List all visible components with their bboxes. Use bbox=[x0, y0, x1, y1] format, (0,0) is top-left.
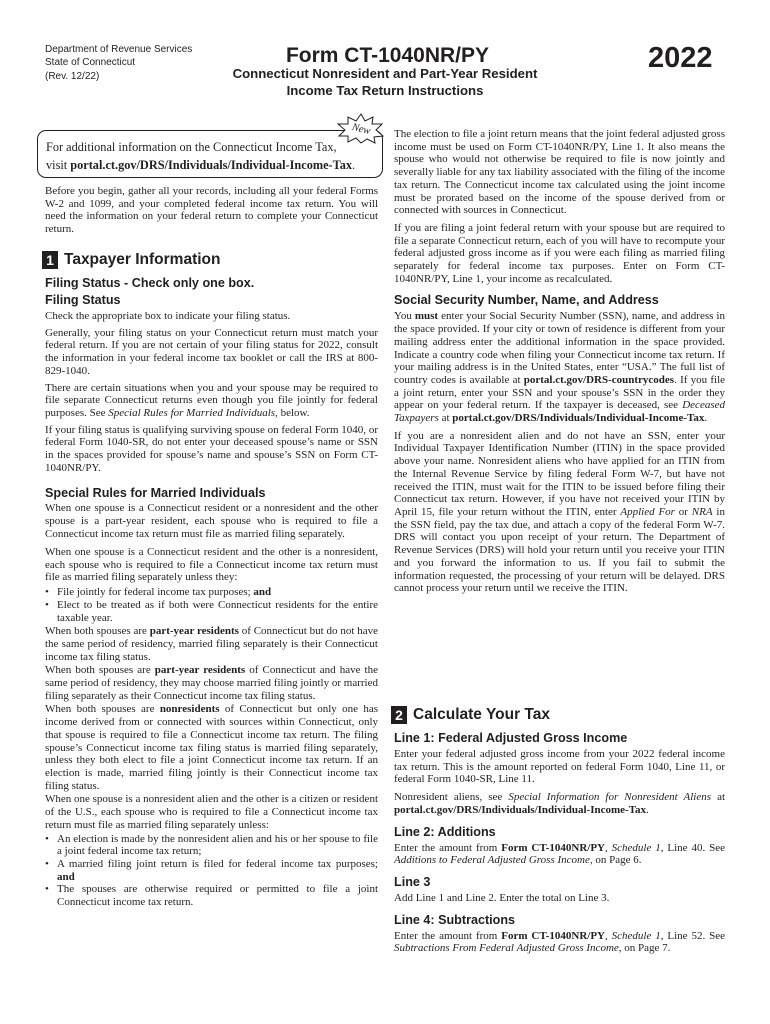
list-item: • An election is made by the nonresident alien and his or her spouse to file a joint federal income tax return; bbox=[45, 833, 378, 858]
line1-p2-b: at bbox=[711, 791, 726, 804]
special-p4-a: When both spouses are bbox=[45, 664, 155, 677]
section1-number: 1 bbox=[42, 251, 58, 269]
right-body-top bbox=[394, 128, 725, 595]
line1-link[interactable]: portal.ct.gov/DRS/Individuals/Individual-Income-Tax bbox=[394, 803, 647, 816]
ssn-italic: Deceased Taxpayers bbox=[394, 399, 725, 425]
line4-form: Form CT-1040NR/PY bbox=[501, 929, 605, 942]
info-visit: visit bbox=[46, 157, 71, 172]
revision-date: (Rev. 12/22) bbox=[45, 71, 100, 82]
election-paragraph: The election to file a joint return means that the joint federal adjusted gross income must be used on Form CT-1040NR/PY, Line 1. It also means the spouse who would not otherwise be required to file is now jointly and severally liable for any tax liability associated with the filing of the income tax return. The Connecticut income tax calculated using the joint income must be prorated based on the income of the spouse derived from or connected with sources in Connecticut. bbox=[394, 128, 725, 217]
line4-heading: Line 4: Subtractions bbox=[394, 912, 516, 927]
ssn-paragraph bbox=[394, 310, 725, 424]
line2-paragraph bbox=[394, 842, 725, 867]
bullet-and: and bbox=[250, 586, 272, 599]
line2-schedule: Schedule 1 bbox=[611, 841, 661, 854]
ssn-e: . bbox=[704, 412, 708, 425]
line2-b: , Line 40. See bbox=[660, 841, 726, 854]
ssn-heading: Social Security Number, Name, and Address bbox=[394, 293, 659, 308]
section1-heading bbox=[42, 251, 220, 269]
intro-paragraph: Before you begin, gather all your records, including all your federal Forms W-2 and 1099, and your completed federal income tax return. You will need the information on your federal return to complete your Connecticut return. bbox=[45, 185, 378, 236]
form-title: Form CT-1040NR/PY bbox=[285, 44, 490, 67]
info-link[interactable]: portal.ct.gov/DRS/Individuals/Individual-Income-Tax bbox=[70, 157, 353, 172]
info-line2 bbox=[46, 157, 378, 175]
country-codes-link[interactable]: portal.ct.gov/DRS-countrycodes bbox=[523, 373, 675, 386]
info-end: . bbox=[352, 157, 356, 172]
line1-p1: Enter your federal adjusted gross income from your 2022 federal income tax return. This is the amount reported on federal Form 1040, Line 11, or federal Form 1040-SR, Line 11. bbox=[394, 748, 725, 786]
line4-comma: , bbox=[604, 929, 612, 942]
filing-status-subheading: Filing Status bbox=[45, 293, 121, 307]
tax-year: 2022 bbox=[648, 42, 713, 74]
itin-nra: NRA bbox=[691, 505, 713, 518]
info-line1: For additional information on the Connecticut Income Tax, bbox=[46, 140, 337, 154]
joint-paragraph: If you are filing a joint federal return with your spouse but are required to file a separate Connecticut return, each of you will have to recompute your federal adjusted gross income as if you were each filing as married filing separately for federal income tax purposes. Enter on Form CT-1040NR/PY, Line 1, your income as recalculated. bbox=[394, 221, 725, 285]
line2-c: , on Page 6. bbox=[589, 854, 642, 867]
bullet-text: File jointly for federal income tax purposes; bbox=[57, 586, 251, 599]
ssn-c: . If you file a joint return, enter your SSN and your spouse’s SSN in the order they appear on your federal return. If the taxpayer is deceased, see bbox=[394, 373, 726, 412]
special-p4 bbox=[45, 664, 378, 702]
section2-heading bbox=[391, 706, 550, 724]
special-p3-b: of Connecticut but do not have the same period of residency, married filing separately is their Connecticut income tax filing status. bbox=[45, 625, 378, 663]
bullet-text: A married filing joint return is filed for federal income tax purposes; bbox=[57, 857, 378, 870]
subtitle-line1: Connecticut Nonresident and Part-Year Resident bbox=[232, 66, 538, 81]
line3-heading: Line 3 bbox=[394, 874, 431, 889]
line2-comma: , bbox=[604, 841, 612, 854]
list-item bbox=[45, 586, 378, 599]
section1-body bbox=[45, 276, 378, 909]
line4-b: , Line 52. See bbox=[660, 929, 726, 942]
special-p5-a: When both spouses are bbox=[45, 703, 160, 716]
list-item: • The spouses are otherwise required or permitted to file a joint Connecticut income tax return. bbox=[45, 883, 378, 908]
state-name: State of Connecticut bbox=[45, 56, 136, 68]
ssn-must: must bbox=[414, 310, 439, 323]
itin-b: in the SSN field, pay the tax due, and attach a copy of the federal Form W-7. DRS will contact you upon receipt of your return. The Department of Revenue Services (DRS) will hold your return until you receive your ITIN and you forward the information to us. If you fail to submit the information requested, the processing of your return will be delayed. DRS cannot process your return until we receive the ITIN. bbox=[394, 505, 725, 595]
line1-p2 bbox=[394, 791, 725, 816]
line1-p2-italic: Special Information for Nonresident Aliens bbox=[508, 791, 712, 804]
line4-a: Enter the amount from bbox=[394, 929, 502, 942]
bullet-and: and bbox=[57, 870, 75, 883]
special-p5-bold: nonresidents bbox=[159, 703, 220, 716]
special-p3-bold: part-year residents bbox=[149, 625, 239, 638]
ssn-a: You bbox=[394, 310, 415, 323]
filing-p3-b: below. bbox=[277, 406, 310, 419]
line2-heading: Line 2: Additions bbox=[394, 824, 496, 839]
itin-applied: Applied For bbox=[620, 505, 675, 518]
right-body-bottom bbox=[394, 731, 725, 955]
filing-p3-italic: Special Rules for Married Individuals, bbox=[108, 406, 278, 419]
special-p3-a: When both spouses are bbox=[45, 625, 150, 638]
line4-schedule: Schedule 1 bbox=[611, 929, 661, 942]
line4-italic: Subtractions From Federal Adjusted Gross Income bbox=[394, 942, 619, 955]
list-item: • Elect to be treated as if both were Connecticut residents for the entire taxable year. bbox=[45, 599, 378, 624]
special-p1: When one spouse is a Connecticut resident or a nonresident and the other spouse is a part-year resident, each spouse who is required to file a Connecticut income tax return must file as married filing separately. bbox=[45, 502, 378, 540]
special-rules-heading: Special Rules for Married Individuals bbox=[45, 486, 266, 501]
filing-status-heading: Filing Status - Check only one box. bbox=[45, 276, 255, 290]
itin-a: If you are a nonresident alien and do not have an SSN, enter your Individual Taxpayer Identification Number (ITIN) in the space provided above your name. Nonresident aliens who have applied for an ITIN from the Internal Revenue Service by filing federal Form W-7, but have not received the ITIN, must wait for the ITIN to be issued before filing their Connecticut tax return. However, if you have not received your ITIN by April 15, file your return without the ITIN, enter bbox=[394, 429, 725, 518]
filing-p1: Check the appropriate box to indicate your filing status. bbox=[45, 310, 291, 322]
itin-or: or bbox=[674, 505, 692, 518]
special-p6-list bbox=[45, 833, 378, 909]
new-badge-text: New bbox=[350, 121, 372, 138]
line2-italic: Additions to Federal Adjusted Gross Income bbox=[394, 854, 590, 867]
special-p6: When one spouse is a nonresident alien and the other is a citizen or resident of the U.S., each spouse who is required to file a Connecticut income tax return must file as married filing separately unless: bbox=[45, 793, 378, 831]
special-p4-b: of Connecticut and have the same period of residency, they may choose married filing jointly or married filing separately as their Connecticut income tax filing status. bbox=[45, 664, 378, 702]
special-p3 bbox=[45, 625, 378, 663]
list-item bbox=[45, 858, 378, 883]
itin-paragraph bbox=[394, 430, 725, 595]
form-subtitle bbox=[200, 66, 570, 99]
line1-p2-c: . bbox=[646, 803, 649, 816]
agency-block bbox=[45, 44, 192, 69]
line4-c: , on Page 7. bbox=[618, 942, 671, 955]
new-badge bbox=[336, 112, 386, 144]
special-p2: When one spouse is a Connecticut resident and the other is a nonresident, each spouse who is required to file a Connecticut income tax return must file as married filing separately unless they: bbox=[45, 546, 378, 584]
line4-paragraph bbox=[394, 930, 725, 955]
info-box-text bbox=[46, 139, 378, 174]
filing-p3-a: There are certain situations when you and your spouse may be required to file separate Connecticut returns even though you file jointly for federal purposes. See bbox=[45, 381, 378, 419]
income-tax-link[interactable]: portal.ct.gov/DRS/Individuals/Individual-Income-Tax bbox=[452, 412, 705, 425]
section1-title: Taxpayer Information bbox=[64, 251, 221, 268]
ssn-d: at bbox=[438, 412, 453, 425]
subtitle-line2: Income Tax Return Instructions bbox=[286, 82, 484, 98]
filing-p4: If your filing status is qualifying surviving spouse on federal Form 1040, or federal Form 1040-SR, do not enter your deceased spouse’s name or SSN in the spaces provided for spouse’s name and spouse’s SSN on Form CT-1040NR/PY. bbox=[45, 423, 378, 474]
line3-paragraph: Add Line 1 and Line 2. Enter the total on Line 3. bbox=[394, 891, 610, 904]
line1-p2-a: Nonresident aliens, see bbox=[394, 791, 509, 804]
ssn-b: enter your Social Security Number (SSN), name, and address in the space provided. If your city or town of residence is different from your mailing address enter the additional information in the space provided. Indicate a country code when filing your Connecticut income tax return. If your mailing address is in the United States, enter “USA.” The full list of country codes is available at bbox=[394, 310, 725, 386]
special-p2-list bbox=[45, 586, 378, 624]
section2-title: Calculate Your Tax bbox=[413, 706, 550, 723]
section2-number: 2 bbox=[391, 706, 407, 724]
special-p5 bbox=[45, 703, 378, 792]
line1-heading: Line 1: Federal Adjusted Gross Income bbox=[394, 731, 628, 745]
info-box bbox=[37, 130, 383, 178]
line2-a: Enter the amount from bbox=[394, 841, 502, 854]
special-p5-b: of Connecticut but only one has income derived from or connected with sources within Connecticut, only that spouse is required to file a Connecticut income tax return. The filing spouse’s Connecticut income tax filing status is married filing separately, unless they both elect to file a joint Connecticut income tax return. If an election is made, married filing jointly is their Connecticut income tax filing status. bbox=[45, 703, 378, 792]
filing-p3 bbox=[45, 382, 378, 420]
agency-name: Department of Revenue Services bbox=[45, 44, 193, 55]
special-p4-bold: part-year residents bbox=[154, 664, 246, 677]
filing-p2: Generally, your filing status on your Connecticut return must match your federal return. If you are not certain of your filing status for 2022, consult the information in your federal income tax booklet or call the IRS at 800-829-1040. bbox=[45, 326, 378, 377]
line2-form: Form CT-1040NR/PY bbox=[501, 841, 605, 854]
